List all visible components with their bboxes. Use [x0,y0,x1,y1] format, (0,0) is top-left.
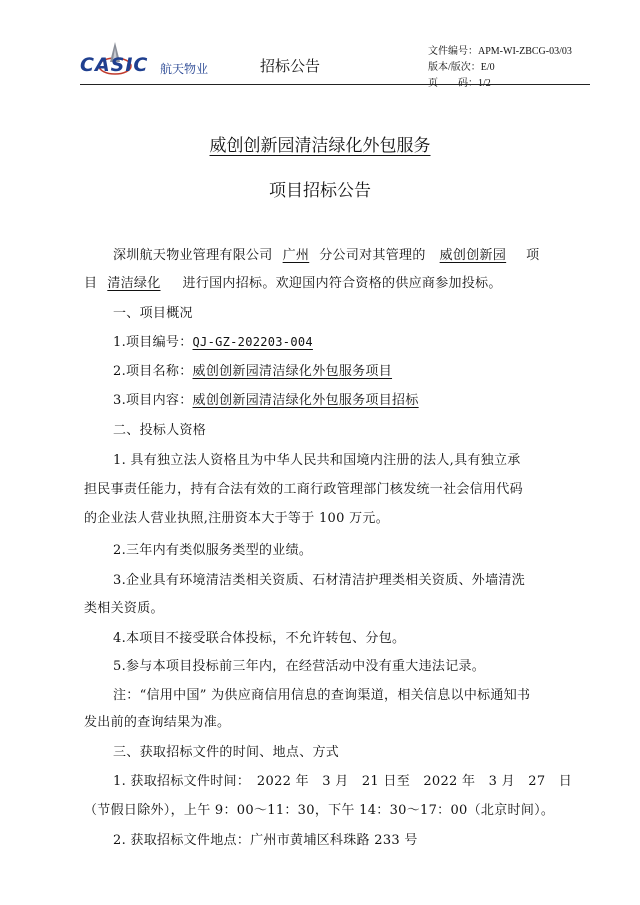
page-number: 页 码：1/2 [428,78,491,89]
qual-3-line2: 类相关资质。 [84,601,164,616]
intro-line1: 深圳航天物业管理有限公司 广州 分公司对其管理的 威创创新园 项 [113,248,540,263]
time-line1: 1. 获取招标文件时间： 2022 年 3 月 21 日至 2022 年 3 月 27 日 [113,774,572,789]
intro-scope: 清洁绿化 [107,276,161,291]
qual-2: 2.三年内有类似服务类型的业绩。 [113,543,313,558]
version: 版本/版次：E/0 [428,62,495,73]
section-3-heading: 三、获取招标文件的时间、地点、方式 [113,745,340,760]
note-line1: 注：“信用中国” 为供应商信用信息的查询渠道，相关信息以中标通知书 [113,688,531,703]
file-number: 文件编号：APM-WI-ZBCG-03/03 [428,46,572,57]
intro-city: 广州 [282,248,310,263]
company-logo [80,40,250,80]
doc-title-line2: 项目招标公告 [269,181,371,201]
intro-park: 威创创新园 [439,248,507,263]
time-line2: （节假日除外），上午 9：00～11：30，下午 14：30～17：00（北京时间）。 [84,803,555,818]
qual-1-line2: 担民事责任能力，持有合法有效的工商行政管理部门核发统一社会信用代码 [84,482,523,497]
location: 2. 获取招标文件地点：广州市黄埔区科珠路 233 号 [113,833,418,848]
note-line2: 发出前的查询结果为准。 [84,715,231,730]
qual-1-line3: 的企业法人营业执照,注册资本大于等于 100 万元。 [84,511,390,526]
project-name: 2.项目名称：威创创新园清洁绿化外包服务项目 [113,364,393,379]
qual-5: 5.参与本项目投标前三年内，在经营活动中没有重大违法记录。 [113,659,486,674]
project-number: 1.项目编号：QJ-GZ-202203-004 [113,335,313,350]
doc-title-line1: 威创创新园清洁绿化外包服务 [209,136,431,156]
logo-cn: 航天物业 [160,62,209,76]
intro-line2: 目 清洁绿化 进行国内招标。欢迎国内符合资格的供应商参加投标。 [84,276,502,291]
project-content: 3.项目内容：威创创新园清洁绿化外包服务项目招标 [113,393,419,408]
logo-text: CASIC [80,54,149,76]
qual-1-line1: 1. 具有独立法人资格且为中华人民共和国境内注册的法人,具有独立承 [113,453,521,468]
section-1-heading: 一、项目概况 [113,306,193,321]
header-title: 招标公告 [260,57,321,75]
qual-3-line1: 3.企业具有环境清洁类相关资质、石材清洁护理类相关资质、外墙清洗 [113,573,526,588]
qual-4: 4.本项目不接受联合体投标，不允许转包、分包。 [113,631,406,646]
section-2-heading: 二、投标人资格 [113,423,207,438]
header-divider [80,84,590,85]
